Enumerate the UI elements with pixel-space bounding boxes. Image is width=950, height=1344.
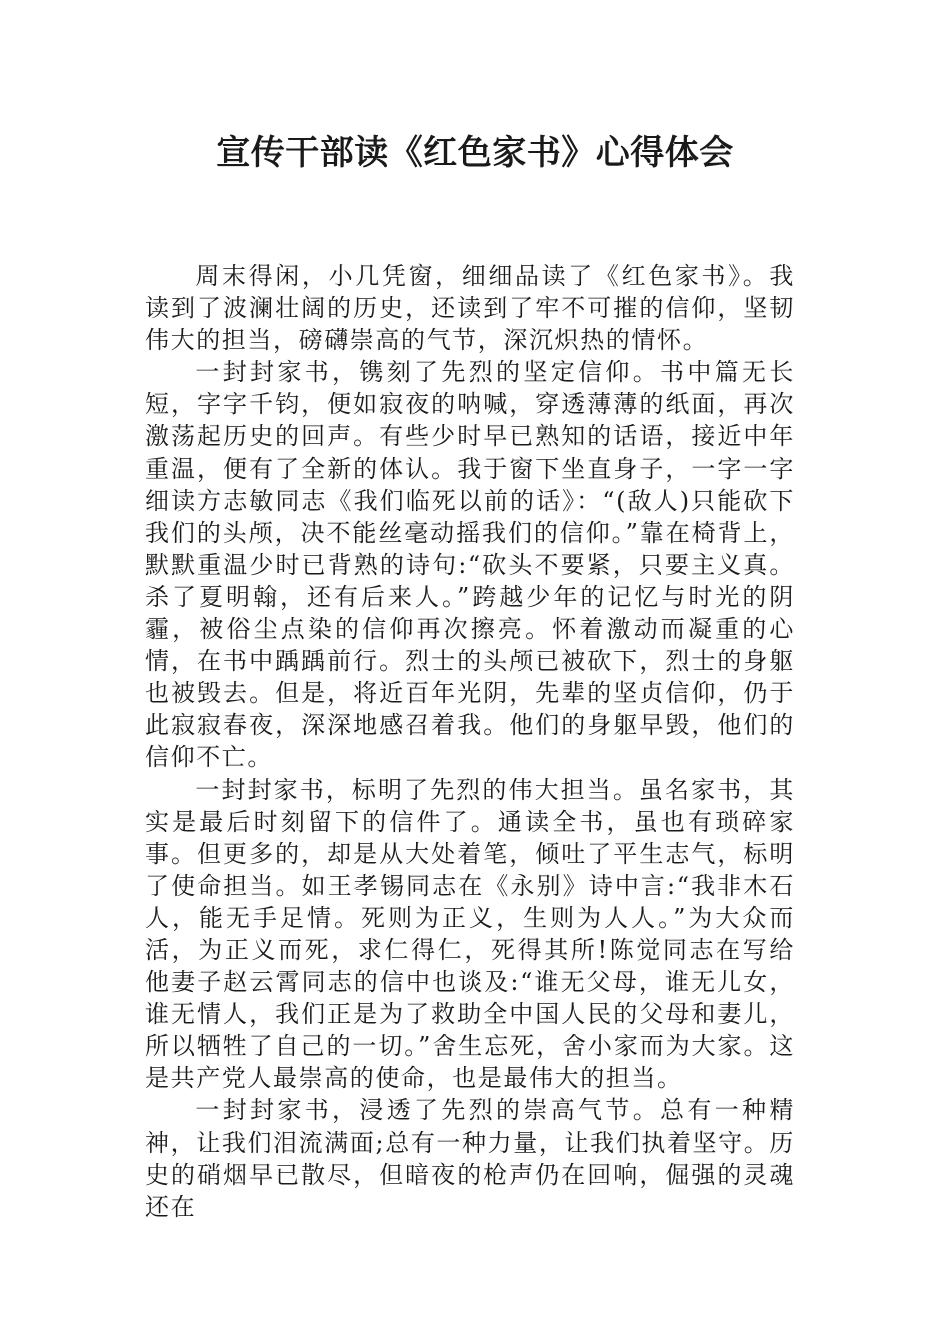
document-body — [145, 260, 795, 1223]
paragraph-faith: 一封封家书，镌刻了先烈的坚定信仰。书中篇无长短，字字千钧，便如寂夜的呐喊，穿透薄薄的纸面，再次激荡起历史的回声。有些少时早已熟知的话语，接近中年重温，便有了全新的体认。我于窗下坐直身子，一字一字细读方志敏同志《我们临死以前的话》：“(敌人)只能砍下我们的头颅，决不能丝毫动摇我们的信仰。”靠在椅背上，默默重温少时已背熟的诗句:“砍头不要紧，只要主义真。杀了夏明翰，还有后来人。”跨越少年的记忆与时光的阴霾，被俗尘点染的信仰再次擦亮。怀着激动而凝重的心情，在书中踽踽前行。烈士的头颅已被砍下，烈士的身躯也被毁去。但是，将近百年光阴，先辈的坚贞信仰，仍于此寂寂春夜，深深地感召着我。他们的身躯早毁，他们的信仰不亡。 — [145, 358, 795, 772]
paragraph-intro: 周末得闲，小几凭窗，细细品读了《红色家书》。我读到了波澜壮阔的历史，还读到了牢不可摧的信仰，坚韧伟大的担当，磅礴崇高的气节，深沉炽热的情怀。 — [145, 262, 795, 355]
paragraph-integrity: 一封封家书，浸透了先烈的崇高气节。总有一种精神，让我们泪流满面;总有一种力量，让我们执着坚守。历史的硝烟早已散尽，但暗夜的枪声仍在回响，倔强的灵魂还在 — [145, 1096, 795, 1221]
paragraph-responsibility: 一封封家书，标明了先烈的伟大担当。虽名家书，其实是最后时刻留下的信件了。通读全书，虽也有琐碎家事。但更多的，却是从大处着笔，倾吐了平生志气，标明了使命担当。如王孝锡同志在《永别》诗中言:“我非木石人，能无手足情。死则为正义，生则为人人。”为大众而活，为正义而死，求仁得仁，死得其所!陈觉同志在写给他妻子赵云霄同志的信中也谈及:“谁无父母，谁无儿女，谁无情人，我们正是为了救助全中国人民的父母和妻儿，所以牺牲了自己的一切。”舍生忘死，舍小家而为大家。这是共产党人最崇高的使命，也是最伟大的担当。 — [145, 775, 795, 1093]
document-title: 宣传干部读《红色家书》心得体会 — [216, 133, 734, 173]
